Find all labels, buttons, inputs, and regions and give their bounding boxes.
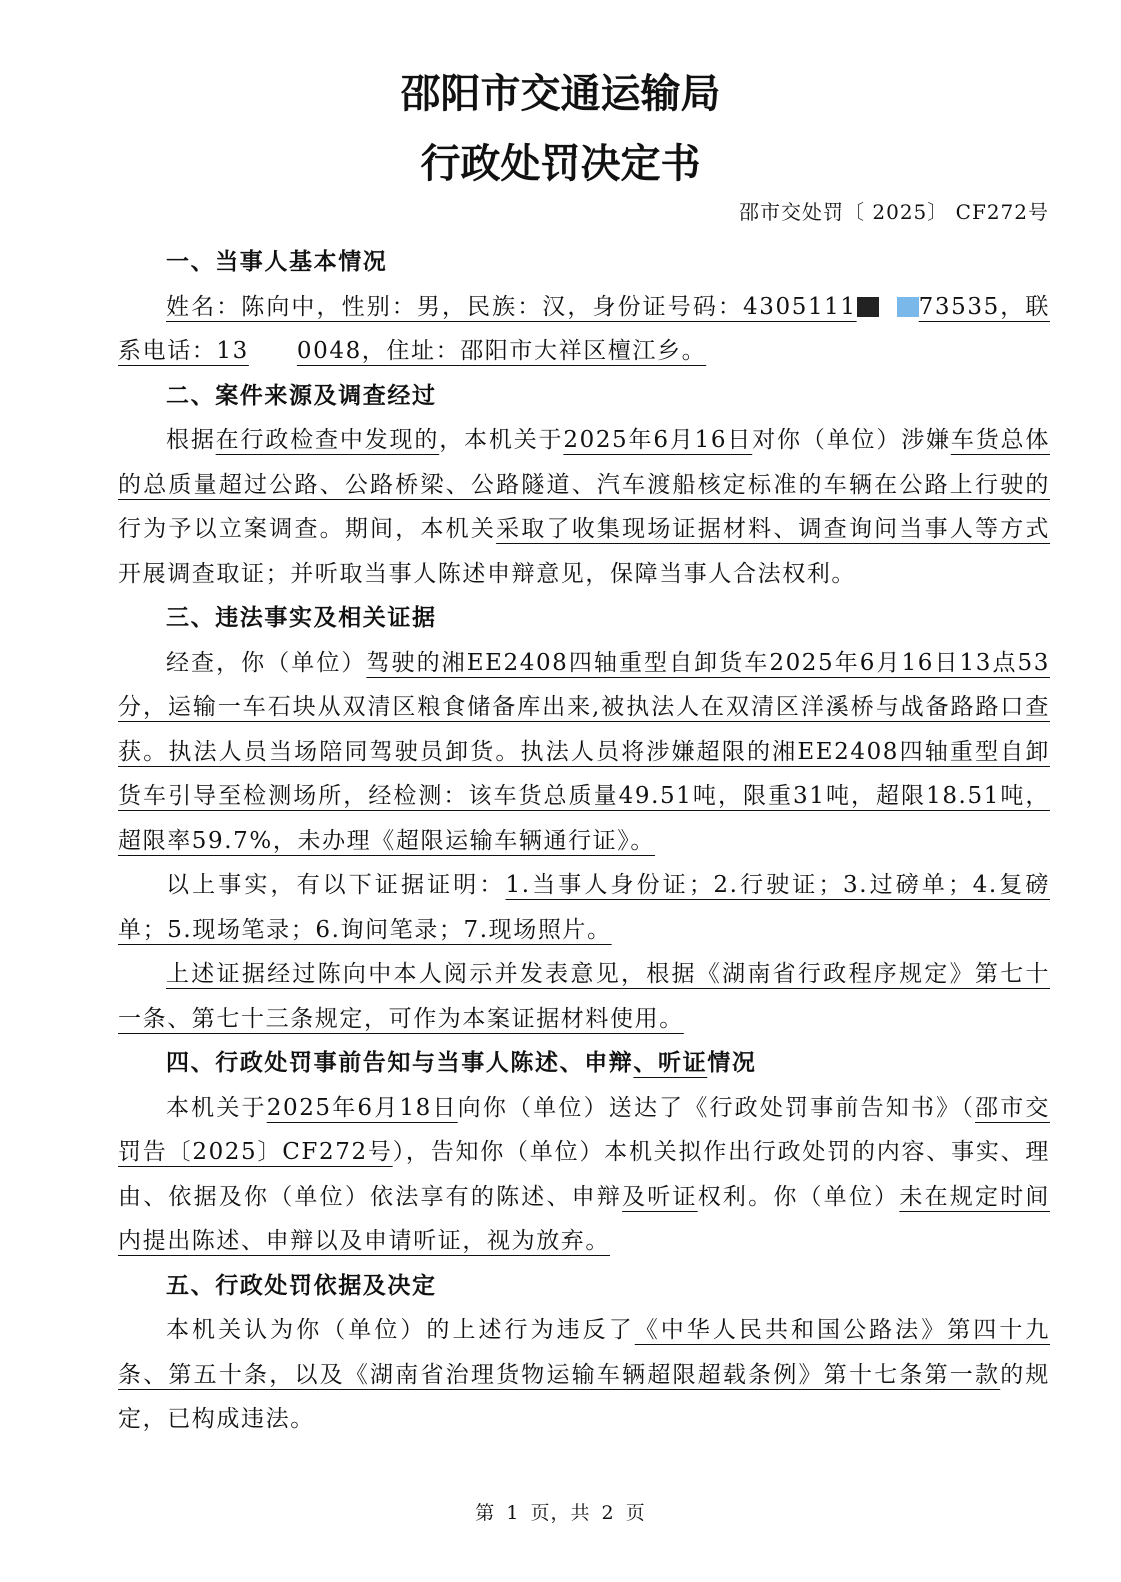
section3-heading: 三、违法事实及相关证据 [166, 605, 437, 631]
page-total: 2 [601, 1502, 615, 1524]
evidence-paragraph [118, 863, 1050, 952]
footer-text: 页 [625, 1502, 646, 1524]
party-info-text-b: 73535，联系电话：13 [118, 293, 1050, 364]
section4-heading [118, 1041, 1050, 1086]
case-source-paragraph [118, 418, 1050, 596]
text-run: 本机关认为你（单位）的上述行为违反了 [166, 1317, 635, 1343]
party-info-paragraph [118, 285, 1050, 374]
text-run: ，本机关于 [439, 427, 564, 453]
footer-text: 页，共 [530, 1502, 591, 1524]
text-run-underlined: 及听证 [622, 1183, 698, 1210]
violation-facts: 驾驶的湘EE2408四轴重型自卸货车2025年6月16日13点53分，运输一车石块从双清区粮食储备库出来,被执法人在双清区洋溪桥与战备路路口查获。执法人员当场陪同驾驶员卸货。执法人员将涉嫌超限的湘EE2408四轴重型自卸货车引导至检测场所，经检测：该车货总质量49.51吨，限重31吨，超限18.51吨，超限率59.7%，未办理《超限运输车辆通行证》。 [118, 649, 1050, 854]
section1-heading: 一、当事人基本情况 [166, 249, 388, 275]
party-info-text-c: 0048，住址：邵阳市大祥区檀江乡。 [296, 338, 707, 364]
waiver-statement: 未在规定时间内提出陈述、申辩以及申请听证，视为放弃。 [118, 1183, 1050, 1254]
text-run: 向你（单位）送达了《行政处罚事前告知书》（ [457, 1094, 976, 1121]
notice-number: 邵市交罚告〔2025〕CF272号 [118, 1094, 1050, 1165]
heading-run: 情况 [707, 1050, 757, 1076]
filing-date: 2025年6月16日 [563, 427, 753, 453]
text-run: 本机关于 [166, 1094, 267, 1121]
investigation-methods: 采取了收集现场证据材料、调查询问当事人等方式 [496, 516, 1051, 542]
legal-citations: 《中华人民共和国公路法》第四十九条、第五十条，以及《湖南省治理货物运输车辆超限超载条例》第十七条第一款 [118, 1317, 1050, 1388]
redaction-block [857, 297, 879, 317]
text-run: 权利。你（单位） [697, 1183, 900, 1210]
text-run: 以上事实，有以下证据证明： [166, 872, 506, 898]
heading-run-underlined: 、听证 [633, 1050, 708, 1076]
evidence-validity-paragraph [118, 952, 1050, 1041]
party-info-text-a: 姓名：陈向中，性别：男，民族：汉，身份证号码：4305111 [166, 293, 857, 320]
text-run: 经查，你（单位） [166, 649, 367, 676]
evidence-validity-text: 上述证据经过陈向中本人阅示并发表意见，根据《湖南省行政程序规定》第七十一条、第七十三条规定，可作为本案证据材料使用。 [118, 961, 1050, 1032]
facts-paragraph [118, 641, 1050, 864]
section5-heading: 五、行政处罚依据及决定 [166, 1272, 437, 1299]
document-title-type: 行政处罚决定书 [420, 141, 701, 187]
document-body [118, 240, 1050, 1442]
text-run: 行为予以立案调查。期间，本机关 [118, 516, 497, 542]
document-title-agency: 邵阳市交通运输局 [400, 71, 721, 117]
violation-description: 车货总体的总质量超过公路、公路桥梁、公路隧道、汽车渡船核定标准的车辆在公路上行驶的 [118, 427, 1050, 498]
notice-paragraph [118, 1086, 1050, 1264]
section2-heading: 二、案件来源及调查经过 [166, 382, 437, 409]
text-run: ），告知你（单位）本机关拟作出行政处罚的内容、事实、理由、依据及你（单位）依法享有的陈述、申辩 [118, 1139, 1051, 1210]
redaction-block-blue [897, 297, 919, 317]
heading-run: 四、行政处罚事前告知与当事人陈述、申辩 [166, 1050, 634, 1076]
evidence-list: 1.当事人身份证；2.行驶证；3.过磅单；4.复磅单；5.现场笔录；6.询问笔录；7.现场照片。 [118, 872, 1050, 943]
page-footer [0, 1498, 1121, 1525]
footer-text: 第 [475, 1502, 496, 1524]
text-run: 对你（单位）涉嫌 [752, 427, 951, 453]
text-run-underlined: 在行政检查中发现的 [215, 427, 440, 453]
legal-basis-paragraph [118, 1308, 1050, 1442]
text-run: 根据 [166, 427, 216, 453]
document-number: 邵市交处罚〔 2025〕 CF272号 [739, 200, 1049, 224]
text-run: 的规定，已构成违法。 [118, 1361, 1051, 1432]
notice-date: 2025年6月18日 [266, 1094, 458, 1121]
page-number: 1 [506, 1502, 520, 1524]
text-run: 开展调查取证；并听取当事人陈述申辩意见，保障当事人合法权利。 [118, 560, 856, 587]
